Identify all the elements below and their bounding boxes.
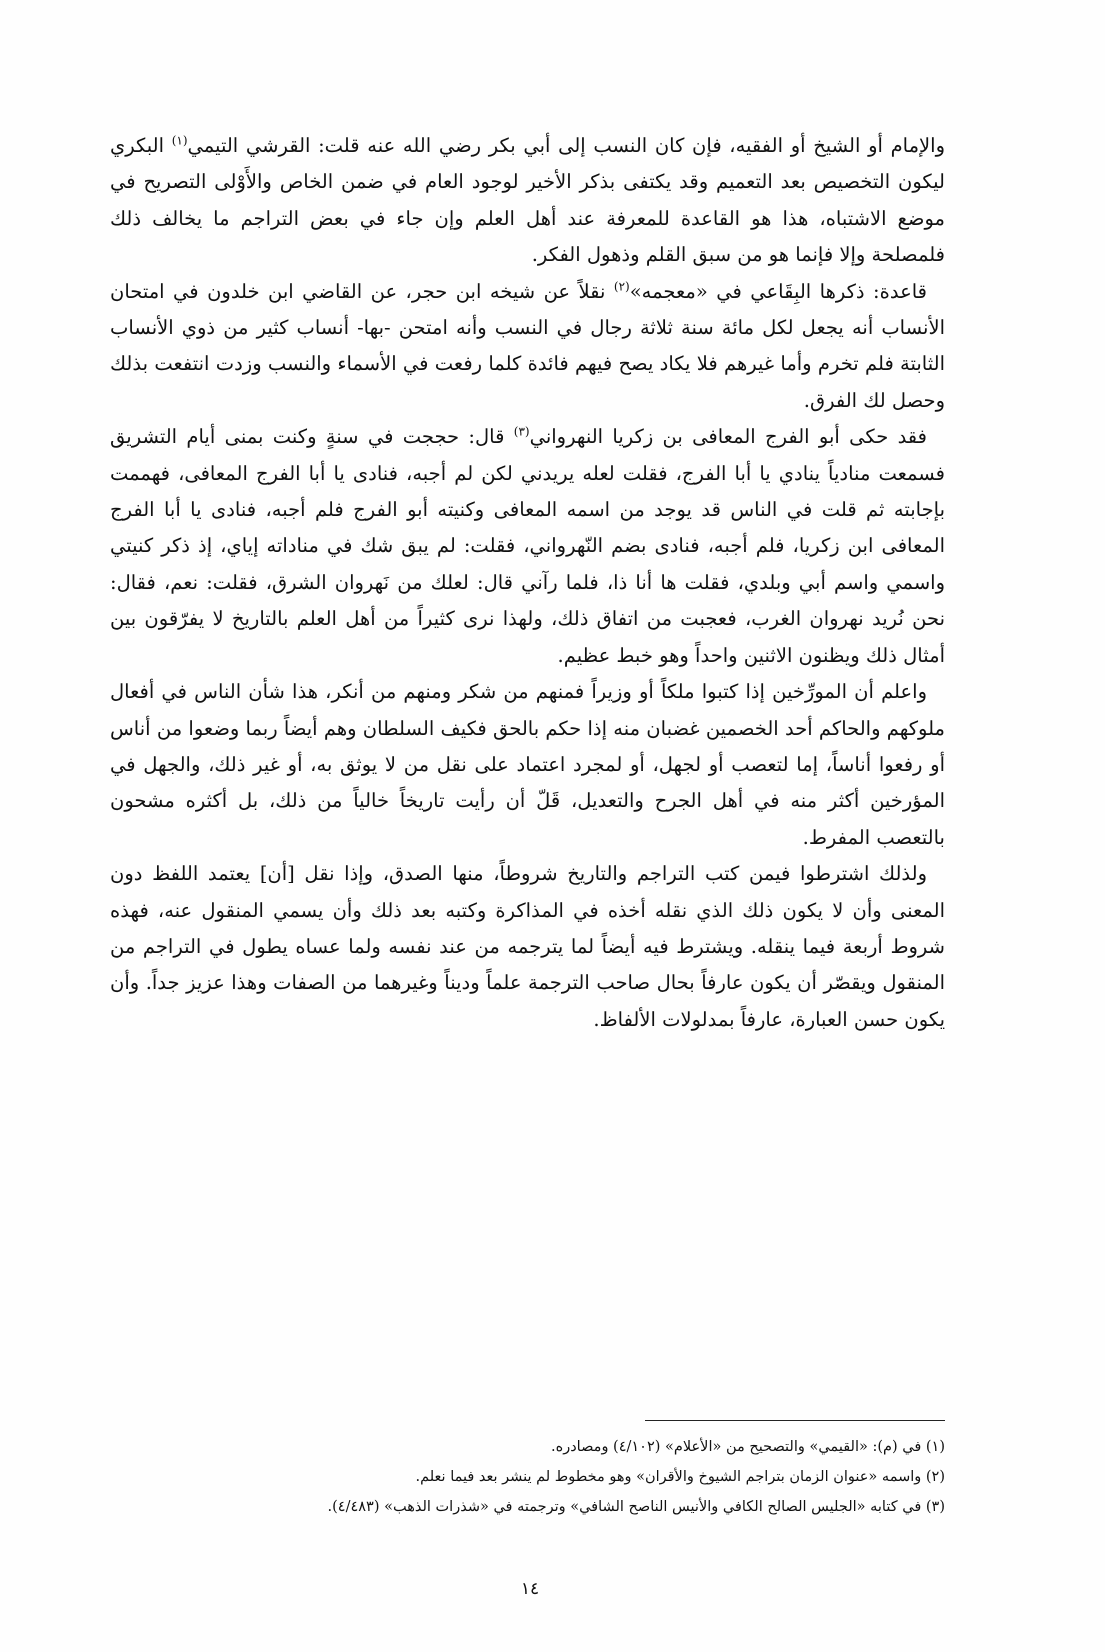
paragraph-1-text-b: البكري ليكون التخصيص بعد التعميم وقد يكتفى بذكر الأخير لوجود العام في ضمن الخاص والأَوْلى التصريح في موضع الاشتباه، هذا هو القاعدة للمعرفة عند أهل العلم وإن جاء في بعض التراجم ما يخالف ذلك فلمصلحة وإلا فإنما هو من سبق القلم وذهول الفكر. [110,134,945,267]
paragraph-5 [110,856,945,1038]
paragraph-3-text-a: فقد حكى أبو الفرج المعافى بن زكريا النهرواني [529,425,927,449]
paragraph-4 [110,674,945,856]
paragraph-5-text: ولذلك اشترطوا فيمن كتب التراجم والتاريخ شروطاً، منها الصدق، وإذا نقل [أن] يعتمد اللفظ دون المعنى وأن لا يكون ذلك الذي نقله أخذه في المذاكرة وكتبه بعد ذلك وأن يسمي المنقول عنه، فهذه شروط أربعة فيما ينقله. ويشترط فيه أيضاً لما يترجمه من عند نفسه ولما عساه يطول في التراجم من المنقول ويقصّر أن يكون عارفاً بحال صاحب الترجمة علماً وديناً وغيرهما من الصفات وهذا عزيز جداً. وأن يكون حسن العبارة، عارفاً بمدلولات الألفاظ. [110,862,945,1031]
paragraph-1-text-a: والإمام أو الشيخ أو الفقيه، فإن كان النسب إلى أبي بكر رضي الله عنه قلت: القرشي التيمي [187,134,945,157]
footnote-3: (٣) في كتابه «الجليس الصالح الكافي والأنيس الناصح الشافي» وترجمته في «شذرات الذهب» (٤/٤٨٣). [327,1499,945,1515]
footnote-separator [645,1420,945,1421]
main-text [110,128,945,1038]
footnote-1: (١) في (م): «القيمي» والتصحيح من «الأعلام» (٤/١٠٢) ومصادره. [551,1439,945,1455]
footnote-ref-2: (٢) [613,279,630,294]
footnotes [300,1432,945,1522]
paragraph-3 [110,419,945,674]
paragraph-2 [110,274,945,420]
paragraph-2-text-b: نقلاً عن شيخه ابن حجر، عن القاضي ابن خلدون في امتحان الأنساب أنه يجعل لكل مائة سنة ثلاثة رجال في النسب وأنه امتحن -بها- أنساب كثير من ذوي الأنساب الثابتة فلم تخرم وأما غيرهم فلا يكاد يصح فيهم فائدة كلما رفعت في الأسماء والنسب وزدت انتفعت بذلك وحصل لك الفرق. [110,279,945,412]
footnote-ref-3: (٣) [513,424,530,439]
page-number: ١٤ [520,1579,540,1599]
footnote-ref-1: (١) [171,133,188,148]
paragraph-3-text-b: قال: حججت في سنةٍ وكنت بمنى أيام التشريق فسمعت منادياً ينادي يا أبا الفرج، فقلت لعله يريدني لكن لم أجبه، فنادى يا أبا الفرج المعافى، فهممت بإجابته ثم قلت في الناس قد يوجد من اسمه المعافى وكنيته أبو الفرج فلم أجبه، فنادى يا أبا الفرج المعافى ابن زكريا، فلم أجبه، فنادى بضم النّهرواني، فقلت: لم يبق شك في مناداته إياي، إذ ذكر كنيتي واسمي واسم أبي وبلدي، فقلت ها أنا ذا، فلما رآني قال: لعلك من نَهروان الشرق، فقلت: نعم، فقال: نحن نُريد نهروان الغرب، فعجبت من اتفاق ذلك، ولهذا نرى كثيراً من أهل العلم بالتاريخ لا يفرّقون بين أمثال ذلك ويظنون الاثنين واحداً وهو خبط عظيم. [110,425,945,667]
paragraph-2-text-a: قاعدة: ذكرها البِقَاعي في «معجمه» [629,279,927,303]
paragraph-4-text: واعلم أن المورِّخين إذا كتبوا ملكاً أو وزيراً فمنهم من شكر ومنهم من أنكر، هذا شأن الناس في أفعال ملوكهم والحاكم أحد الخصمين غضبان منه إذا حكم بالحق فكيف السلطان وهم أيضاً ربما وضعوا من أناس أو رفعوا أناساً، إما لتعصب أو لجهل، أو لمجرد اعتماد على نقل من لا يوثق به، أو غير ذلك، والجهل في المؤرخين أكثر منه في أهل الجرح والتعديل، قَلّ أن رأيت تاريخاً خالياً من ذلك، بل أكثره مشحون بالتعصب المفرط. [110,680,945,849]
paragraph-1 [110,128,945,274]
footnote-2: (٢) واسمه «عنوان الزمان بتراجم الشيوخ والأقران» وهو مخطوط لم ينشر بعد فيما نعلم. [415,1469,945,1485]
